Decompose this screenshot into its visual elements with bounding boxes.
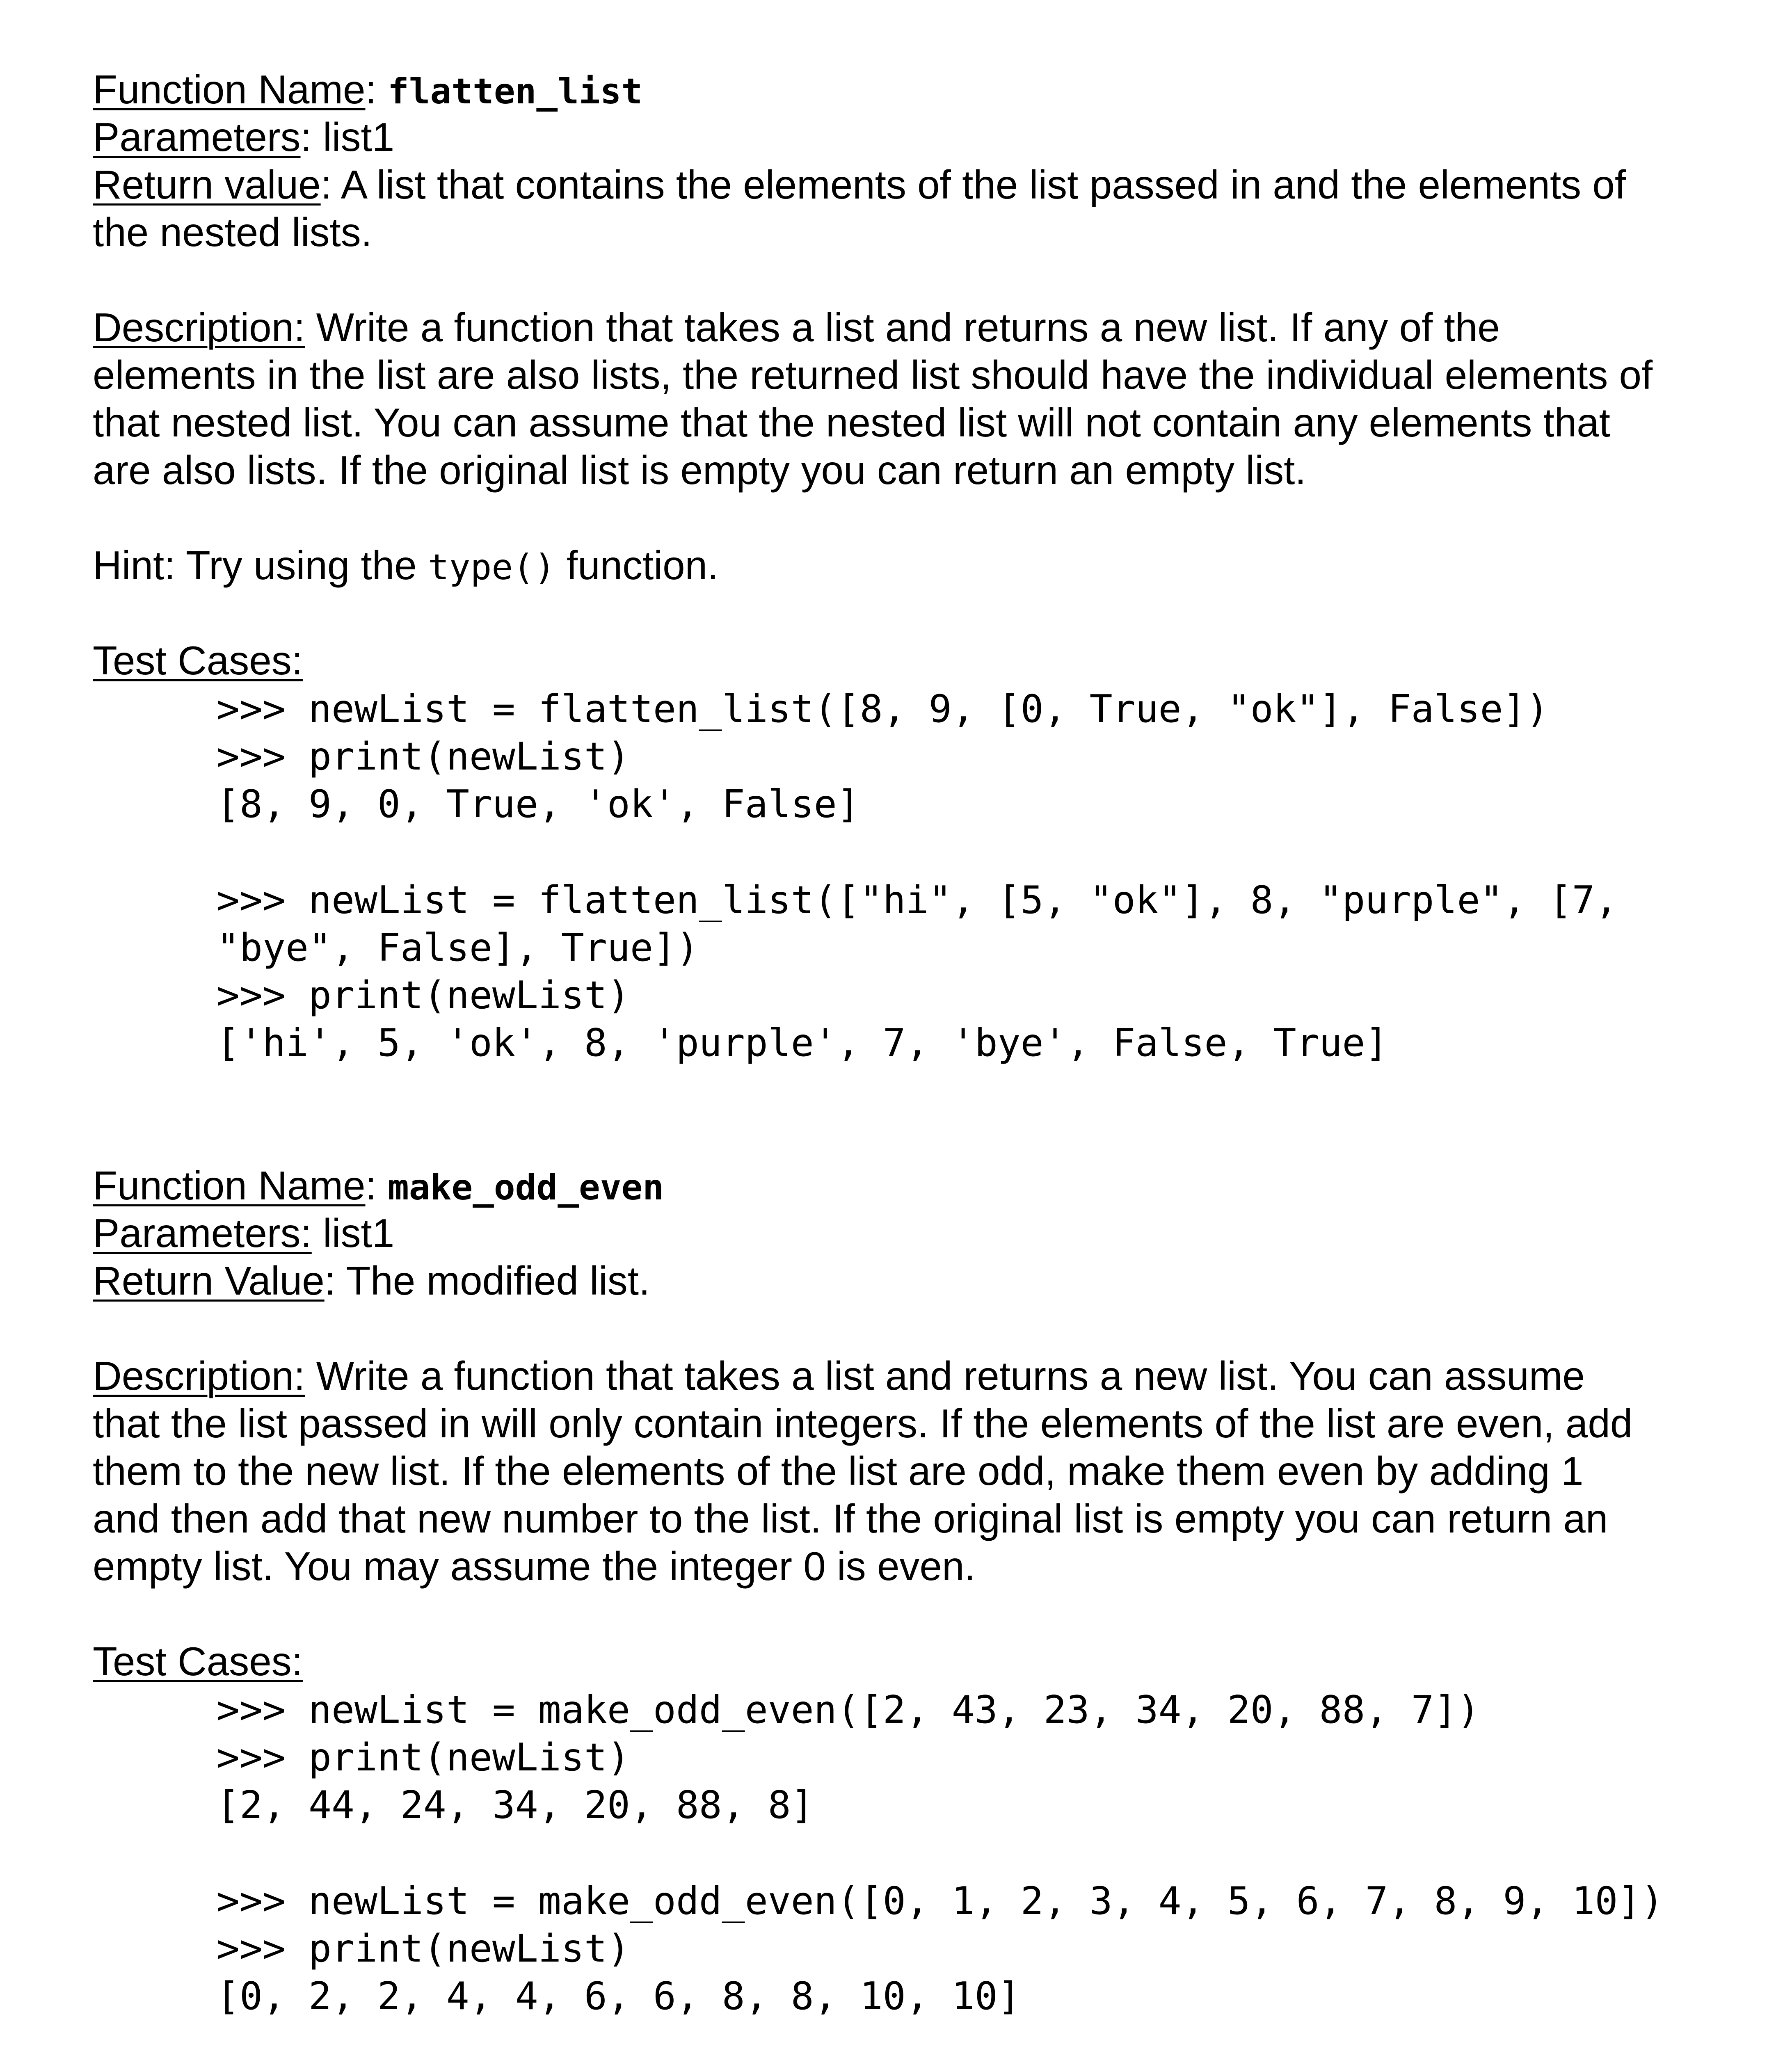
parameters-value: list1 <box>322 114 395 160</box>
description-text: Write a function that takes a list and returns a new list. You can assume <box>316 1353 1585 1398</box>
description-text: are also lists. If the original list is empty you can return an empty list. <box>93 448 1306 493</box>
return-value-label: Return value <box>93 162 321 207</box>
hint-prefix: Hint: Try using the <box>93 543 428 588</box>
parameters-line: Parameters: list1 <box>93 114 395 160</box>
description-text: that the list passed in will only contain integers. If the elements of the list are even, add <box>93 1401 1633 1446</box>
hint-suffix: function. <box>555 543 719 588</box>
description-line <box>93 1352 1585 1400</box>
code-line: "bye", False], True]) <box>217 925 699 970</box>
code-line: >>> newList = flatten_list(["hi", [5, "ok"], 8, "purple", [7, <box>217 878 1618 922</box>
code-line: >>> print(newList) <box>217 1735 630 1779</box>
description-text: them to the new list. If the elements of the list are odd, make them even by adding 1 <box>93 1448 1584 1494</box>
parameters-label: Parameters: <box>93 1211 312 1256</box>
function-name-value: flatten_list <box>387 71 643 112</box>
description-text: elements in the list are also lists, the returned list should have the individual elements of <box>93 352 1653 397</box>
code-line: >>> newList = make_odd_even([0, 1, 2, 3, 4, 5, 6, 7, 8, 9, 10]) <box>217 1879 1664 1923</box>
description-line <box>93 304 1500 351</box>
description-text: empty list. You may assume the integer 0 is even. <box>93 1544 976 1589</box>
description-text: Write a function that takes a list and returns a new list. If any of the <box>316 305 1500 350</box>
test-cases-heading <box>93 1638 303 1685</box>
code-output-line: [2, 44, 24, 34, 20, 88, 8] <box>217 1783 814 1827</box>
code-output-line: ['hi', 5, 'ok', 8, 'purple', 7, 'bye', False, True] <box>217 1021 1388 1065</box>
code-line: >>> print(newList) <box>217 734 630 779</box>
parameters-line <box>93 1209 394 1257</box>
code-output-line: [0, 2, 2, 4, 4, 6, 6, 8, 8, 10, 10] <box>217 1974 1021 2018</box>
test-cases-heading <box>93 637 303 684</box>
return-value-label: Return Value <box>93 1258 325 1303</box>
hint-code: type() <box>428 547 555 588</box>
function-name-label: Function Name <box>93 1163 366 1208</box>
function-name-value: make_odd_even <box>387 1167 664 1208</box>
description-text: and then add that new number to the list. If the original list is empty you can return an <box>93 1496 1608 1541</box>
code-line: >>> print(newList) <box>217 1926 630 1971</box>
description-label: Description: <box>93 305 305 350</box>
return-value-text: The modified list. <box>346 1258 650 1303</box>
code-line: >>> newList = flatten_list([8, 9, [0, True, "ok"], False]) <box>217 687 1549 731</box>
code-output-line: [8, 9, 0, True, 'ok', False] <box>217 782 860 826</box>
parameters-value: list1 <box>322 1211 395 1256</box>
parameters-label: Parameters <box>93 114 301 160</box>
return-value-text: A list that contains the elements of the list passed in and the elements of <box>341 162 1626 207</box>
test-cases-label: Test Cases: <box>93 1639 303 1684</box>
code-line: >>> print(newList) <box>217 973 630 1017</box>
test-cases-label: Test Cases: <box>93 638 303 683</box>
return-value-line: Return value: A list that contains the elements of the list passed in and the elements of <box>93 162 1626 207</box>
function-name-line: Function Name: flatten_list <box>93 67 643 112</box>
function-name-label: Function Name <box>93 67 366 112</box>
hint-line <box>93 541 718 591</box>
return-value-text-continued: the nested lists. <box>93 210 372 255</box>
description-label: Description: <box>93 1353 305 1398</box>
description-text: that nested list. You can assume that the nested list will not contain any elements that <box>93 400 1611 445</box>
code-line: >>> newList = make_odd_even([2, 43, 23, 34, 20, 88, 7]) <box>217 1688 1480 1732</box>
function-name-line: Function Name: make_odd_even <box>93 1163 664 1208</box>
return-value-line: Return Value: The modified list. <box>93 1258 650 1303</box>
